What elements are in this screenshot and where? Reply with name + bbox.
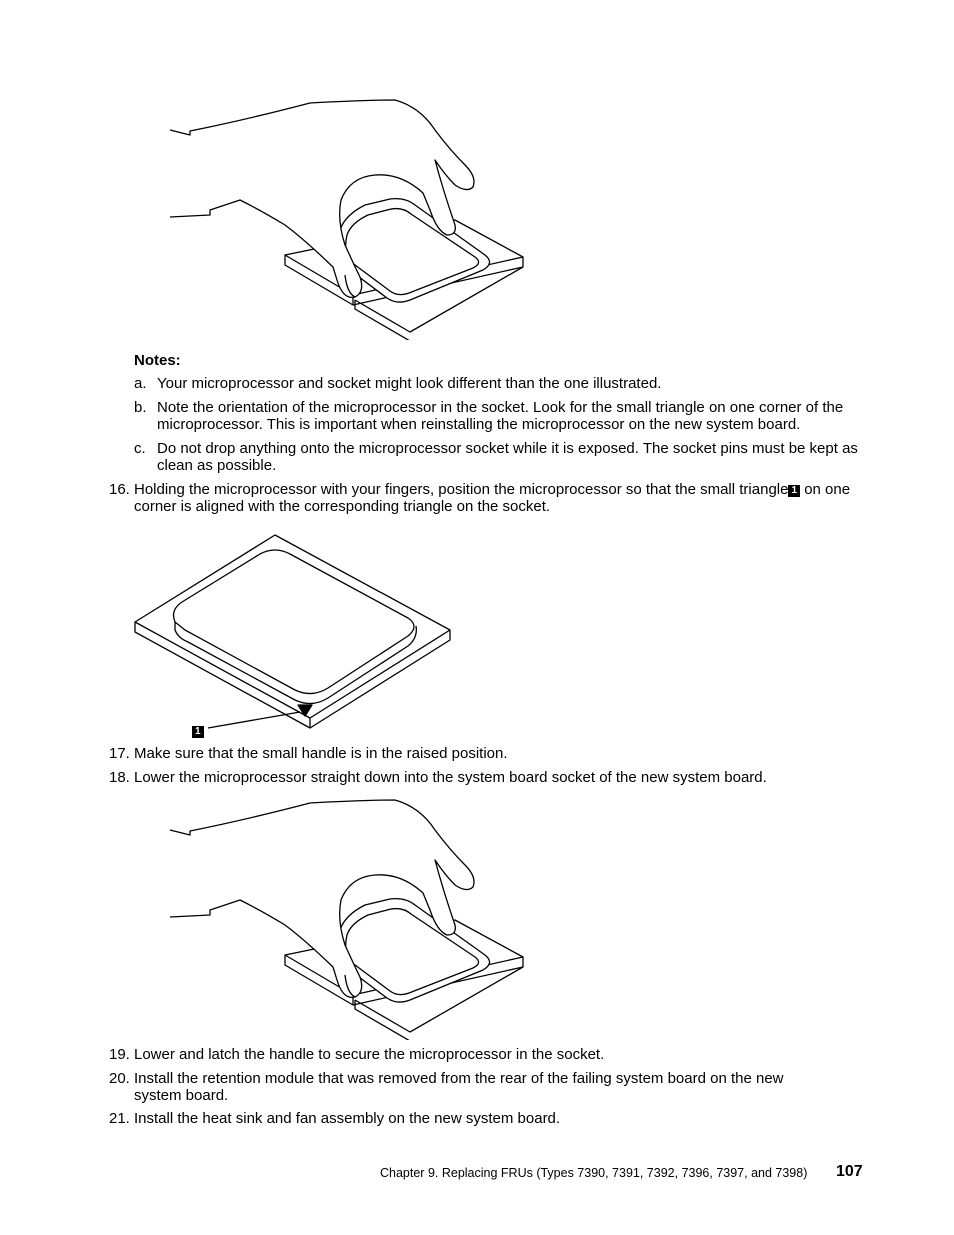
step-number: 18. [109,769,130,786]
hand-microprocessor-illustration-top [165,95,535,340]
step-text [134,481,869,515]
hand-microprocessor-illustration-bottom [165,795,535,1040]
figure-callout-1 [192,722,204,739]
step-18 [109,769,869,786]
step-20 [109,1070,829,1104]
note-text: Do not drop anything onto the microprocessor socket while it is exposed. The socket pins must be kept as clean as possible. [157,440,858,474]
step-text-after: on one corner is aligned with the corresponding triangle on the socket. [134,481,851,515]
note-label: b. [134,399,147,416]
note-text: Your microprocessor and socket might look different than the one illustrated. [157,375,662,392]
microprocessor-triangle-illustration [130,530,460,730]
step-number: 21. [109,1110,130,1127]
step-19 [109,1046,869,1063]
step-text: Install the heat sink and fan assembly on the new system board. [134,1110,561,1127]
step-21 [109,1110,869,1127]
step-text: Lower the microprocessor straight down into the system board socket of the new system board. [134,769,767,786]
step-16 [109,481,869,515]
step-number: 16. [109,481,130,498]
step-number: 19. [109,1046,130,1063]
notes-heading: Notes: [134,352,181,369]
note-item-a [134,375,874,392]
step-number: 17. [109,745,130,762]
step-text: Lower and latch the handle to secure the microprocessor in the socket. [134,1046,605,1063]
step-number: 20. [109,1070,130,1087]
note-label: a. [134,375,147,392]
note-item-c [134,440,874,474]
note-text: Note the orientation of the microprocessor in the socket. Look for the small triangle on one corner of the microprocessor. This is important when reinstalling the microprocessor on the new system board. [157,399,844,433]
step-text: Make sure that the small handle is in the raised position. [134,745,508,762]
note-label: c. [134,440,146,457]
step-text-before: Holding the microprocessor with your fingers, position the microprocessor so that the small triangle [134,481,789,498]
page-number: 107 [836,1163,863,1180]
callout-badge: 1 [788,485,800,497]
step-text: Install the retention module that was removed from the rear of the failing system board on the new system board. [134,1070,784,1104]
note-item-b [134,399,874,433]
step-17 [109,745,869,762]
callout-badge: 1 [192,726,204,738]
footer-chapter-title: Chapter 9. Replacing FRUs (Types 7390, 7391, 7392, 7396, 7397, and 7398) [380,1166,808,1180]
